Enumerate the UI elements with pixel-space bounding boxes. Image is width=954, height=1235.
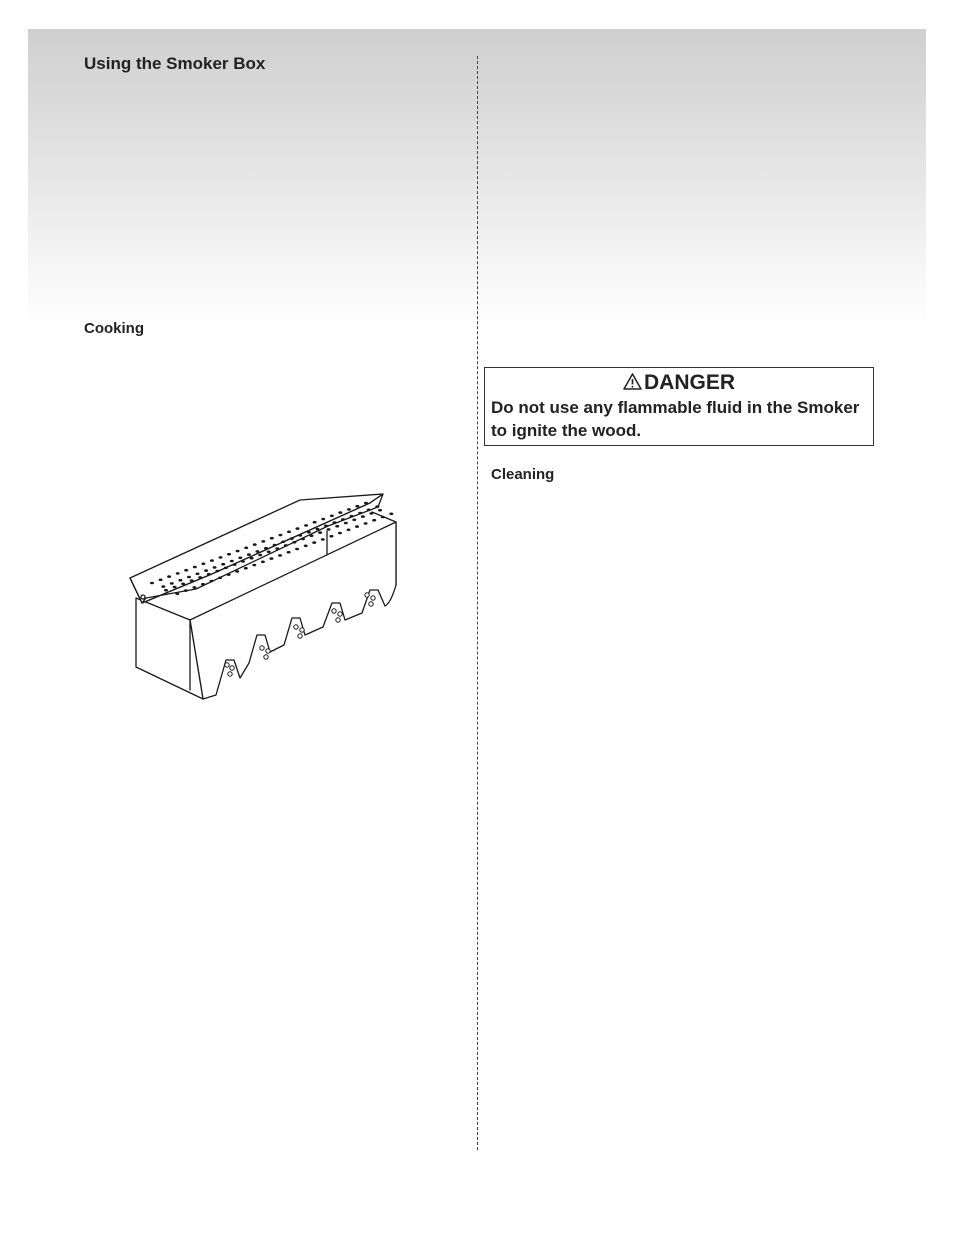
lid-perforation	[261, 540, 265, 543]
lid-perforation	[312, 541, 316, 544]
lid-perforation	[275, 547, 279, 550]
lid-perforation	[364, 502, 368, 505]
lid-perforation	[176, 572, 180, 575]
lid-perforation	[344, 522, 348, 525]
lid-perforation	[367, 509, 371, 512]
lid-perforation	[361, 515, 365, 518]
lid-perforation	[164, 589, 168, 592]
lid-perforation	[375, 505, 379, 508]
lid-perforation	[167, 575, 171, 578]
cooking-heading: Cooking	[84, 320, 144, 337]
lid-perforation	[190, 579, 194, 582]
lid-perforation	[207, 573, 211, 576]
lid-perforation	[267, 551, 271, 554]
lid-perforation	[184, 589, 188, 592]
lid-perforation	[364, 522, 368, 525]
lid-perforation	[338, 532, 342, 535]
lid-perforation	[187, 576, 191, 579]
lid-perforation	[295, 548, 299, 551]
lid-perforation	[304, 524, 308, 527]
smoker-box-illustration	[125, 490, 397, 702]
lid-perforation	[218, 577, 222, 580]
lid-perforation	[355, 525, 359, 528]
lid-perforation	[358, 512, 362, 515]
lid-perforation	[258, 554, 262, 557]
danger-message: Do not use any flammable fluid in the Smoker to ignite the wood.	[491, 398, 860, 440]
lid-perforation	[247, 553, 251, 556]
lid-perforation	[273, 544, 277, 547]
lid-perforation	[330, 515, 334, 518]
lid-perforation	[270, 537, 274, 540]
lid-perforation	[352, 519, 356, 522]
lid-perforation	[244, 567, 248, 570]
lid-perforation	[175, 593, 179, 596]
lid-perforation	[290, 537, 294, 540]
lid-perforation	[315, 528, 319, 531]
lid-perforation	[241, 560, 245, 563]
lid-perforation	[227, 553, 231, 556]
lid-perforation	[233, 563, 237, 566]
lid-perforation	[307, 531, 311, 534]
lid-perforation	[278, 534, 282, 537]
column-divider	[477, 56, 478, 1150]
lid-perforation	[252, 564, 256, 567]
lid-perforation	[161, 585, 165, 588]
section-title: Using the Smoker Box	[84, 54, 266, 73]
lid-perforation	[341, 518, 345, 521]
lid-perforation	[278, 554, 282, 557]
lid-perforation	[150, 582, 154, 585]
lid-perforation	[230, 560, 234, 563]
lid-perforation	[224, 567, 228, 570]
lid-perforation	[350, 515, 354, 518]
lid-perforation	[304, 545, 308, 548]
lid-perforation	[381, 516, 385, 519]
lid-perforation	[201, 563, 205, 566]
lid-perforation	[327, 528, 331, 531]
lid-perforation	[284, 544, 288, 547]
lid-perforation	[250, 557, 254, 560]
lid-perforation	[318, 531, 322, 534]
lid-perforation	[372, 519, 376, 522]
lid-perforation	[389, 513, 393, 516]
lid-perforation	[329, 535, 333, 538]
lid-perforation	[321, 518, 325, 521]
lid-perforation	[313, 521, 317, 524]
lid-perforation	[292, 541, 296, 544]
lid-perforation	[235, 570, 239, 573]
lid-perforation	[355, 505, 359, 508]
lid-perforation	[253, 543, 257, 546]
warning-triangle-icon	[623, 373, 642, 390]
cleaning-heading: Cleaning	[491, 466, 555, 483]
lid-perforation	[324, 525, 328, 528]
lid-perforation	[201, 583, 205, 586]
lid-perforation	[321, 538, 325, 541]
danger-title	[491, 371, 867, 395]
lid-perforation	[287, 551, 291, 554]
lid-perforation	[261, 561, 265, 564]
lid-perforation	[296, 527, 300, 530]
lid-perforation	[255, 550, 259, 553]
lid-perforation	[310, 535, 314, 538]
lid-perforation	[215, 570, 219, 573]
lid-perforation	[333, 521, 337, 524]
lid-perforation	[210, 580, 214, 583]
lid-perforation	[335, 525, 339, 528]
lid-perforation	[196, 573, 200, 576]
lid-perforation	[287, 531, 291, 534]
lid-perforation	[184, 569, 188, 572]
lid-perforation	[301, 538, 305, 541]
lid-perforation	[204, 569, 208, 572]
lid-perforation	[238, 557, 242, 560]
lid-perforation	[338, 511, 342, 514]
lid-perforation	[236, 550, 240, 553]
lid-perforation	[159, 579, 163, 582]
lid-perforation	[298, 534, 302, 537]
lid-perforation	[281, 541, 285, 544]
lid-perforation	[219, 556, 223, 559]
lid-perforation	[192, 586, 196, 589]
lid-perforation	[213, 566, 217, 569]
lid-perforation	[198, 576, 202, 579]
lid-perforation	[210, 559, 214, 562]
lid-perforation	[221, 563, 225, 566]
lid-perforation	[227, 573, 231, 576]
lid-perforation	[347, 529, 351, 532]
lid-perforation	[173, 586, 177, 589]
lid-perforation	[378, 509, 382, 512]
lid-perforation	[181, 583, 185, 586]
lid-perforation	[193, 566, 197, 569]
lid-perforation	[347, 508, 351, 511]
lid-perforation	[369, 512, 373, 515]
lid-perforation	[264, 547, 268, 550]
lid-perforation	[170, 582, 174, 585]
danger-title-text: DANGER	[643, 371, 735, 394]
lid-perforation	[178, 579, 182, 582]
lid-perforation	[269, 557, 273, 560]
danger-warning-box	[484, 367, 874, 446]
lid-perforation	[244, 547, 248, 550]
